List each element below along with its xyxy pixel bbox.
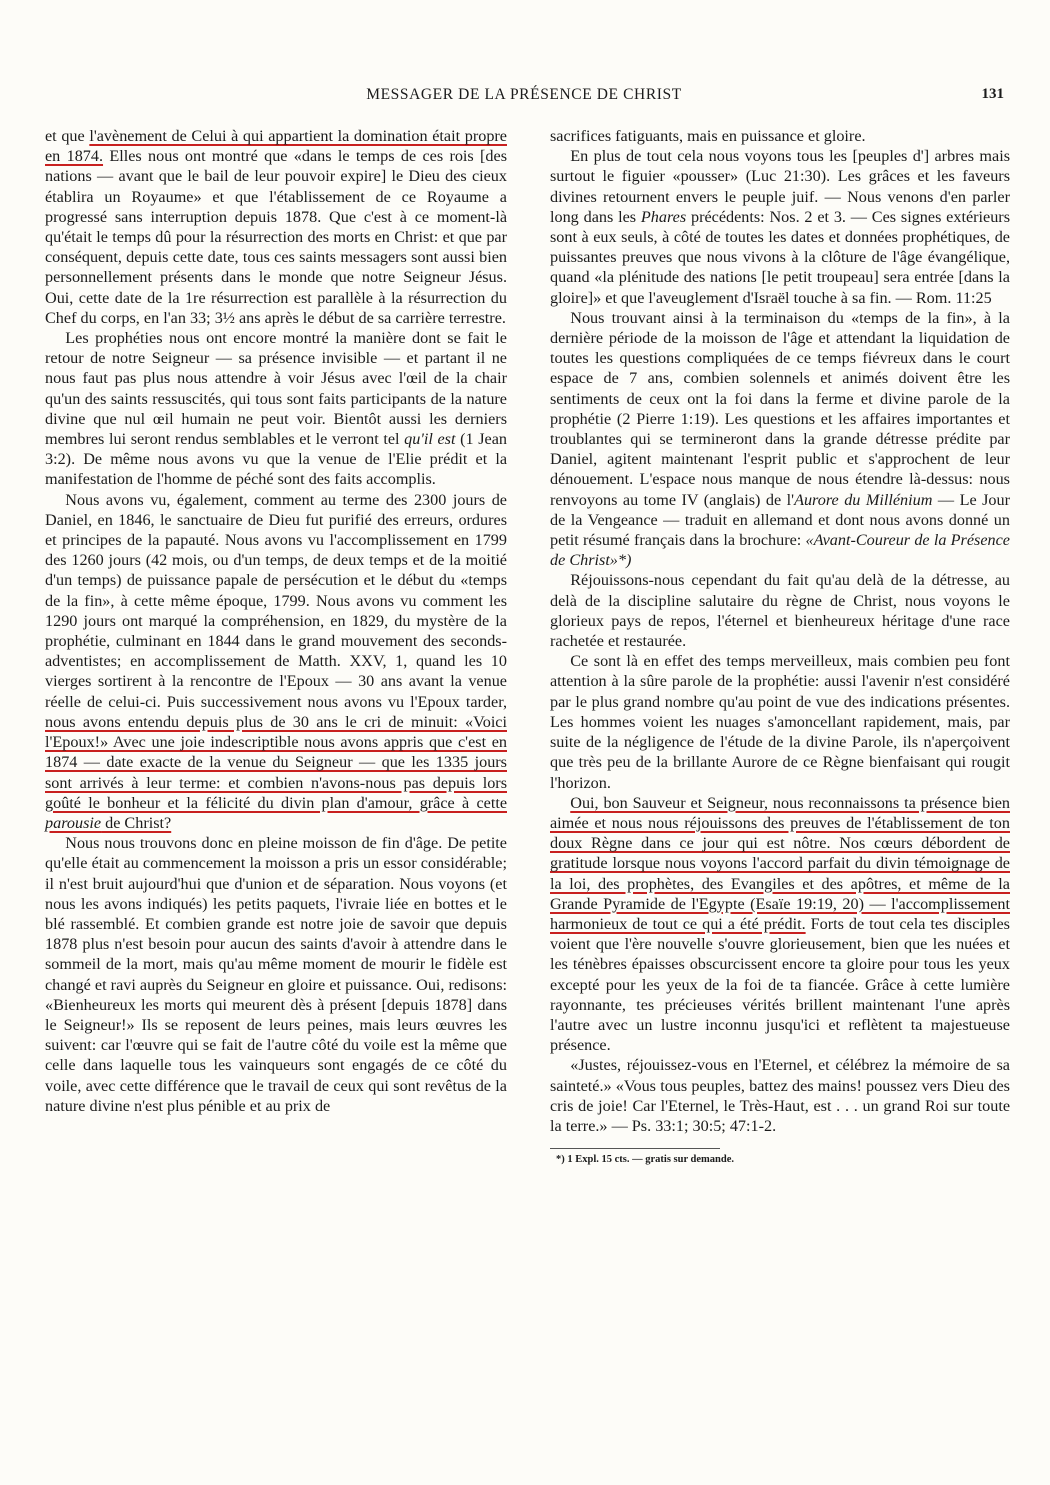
emphasis: qu'il est [404,430,456,449]
text-run: précédents: Nos. 2 et 3. — Ces signes extérieurs sont à eux seuls, à côté de toutes les dates et données prophétiques, de puissantes preuves que nous vivons à la clôture de l'âge évangélique, quand «la plénitude des nations [le petit troupeau] sera entrée [dans la gloire]» et que l'aveuglement d'Israël touche à sa fin. — Rom. 11:25 [550,207,1010,307]
paragraph [45,328,507,490]
text-run: Nous trouvant ainsi à la terminaison du «temps de la fin», à la dernière période de la moisson de l'âge et attendant la liquidation de toutes les questions compliquées de ce temps fiévreux dans le court espace de 7 ans, combien solennels et animés doivent être les sentiments de ceux ont la foi dans la ferme et divine parole de la prophétie (2 Pierre 1:19). Les questions et les affaires importantes et troublantes qui se termineront dans la grande détresse prédite par Daniel, agitent maintenant l'esprit public et s'approchent de leur dénouement. L'espace nous manque de nous étendre là-dessus: nous renvoyons au tome IV (anglais) de l' [550,308,1010,509]
highlighted-passage: l'avènement de Celui à qui appartient la domination était propre en 1874. [45,127,507,166]
text-run: et que [45,127,90,145]
paragraph: sacrifices fatiguants, mais en puissance et gloire. [550,127,866,145]
page-header [40,86,1008,110]
text-run: Nous avons vu, également, comment au terme des 2300 jours de Daniel, en 1846, le sanctuaire de Dieu fut purifié des erreurs, ordures et principes de la papauté. Nous avons vu l'accomplissement en 1799 des 1260 jours (42 mois, ou d'un temps, de deux temps et de la moitié d'un temps) de puissance papale de persécution et le début du «temps de la fin», à cette même époque, 1799. Nous avons vu comment les 1290 jours ont marqué la compréhension, en 1829, du mystère de la prophétie, culminant en 1844 dans le grand mouvement des seconds-adventistes; en accomplissement de Matth. XXV, 1, quand les 10 vierges sortirent à la rencontre de l'Epoux — 30 ans avant la venue réelle de celui-ci. Puis successivement nous avons vu l'Epoux tarder, [45,490,507,711]
emphasis: parousie [45,813,102,832]
text-run: de Christ? [101,813,172,832]
running-title: MESSAGER DE LA PRÉSENCE DE CHRIST [366,86,682,103]
footnote: *) 1 Expl. 15 cts. — gratis sur demande. [556,1154,735,1166]
paragraph [550,146,1010,308]
right-column [550,126,1010,1166]
page-number: 131 [981,86,1004,102]
paragraph: Ce sont là en effet des temps merveilleux, mais combien peu font attention à la sûre parole de la prophétie: aussi l'avenir n'est considéré par le plus grand nombre qu'au point de vue des indications présentes. Les hommes voient les nuages s'amoncellant rapidement, mais, par suite de la négligence de l'étude de la divine Parole, ils n'aperçoivent que très peu de la brillante Aurore de ce Règne bienfaisant qui rougit l'horizon. [550,652,1010,792]
highlighted-passage: Oui, bon Sauveur et Seigneur, nous reconnaissons ta présence bien aimée et nous nous réjouissons des preuves de l'établissement de ton doux Règne dans ce jour qui est nôtre. Nos cœurs débordent de gratitude lorsque nous voyons l'accord parfait du divin témoignage de la loi, des prophètes, des Evangiles et des apôtres, et même de la Grande Pyramide de l'Egypte (Esaïe 19:19, 20) — l'accomplissement harmonieux de tout ce qui a été prédit. [550,793,1010,933]
emphasis: Aurore du Millénium [794,490,933,509]
text-run: En plus de tout cela nous voyons tous les [peuples d'] arbres mais surtout le figuier «pousser» (Luc 21:30). Les grâces et les faveurs divines retournent envers le peuple juif. — Nous venons d'en parler long dans les [550,147,1010,226]
text-run: Forts de tout cela tes disciples voient que l'ère nouvelle s'ouvre glorieusement, bien que les nuées et les ténèbres épaisses obscurcissent encore ta gloire pour tous les yeux excepté pour les yeux de la foi de ta fiancée. Grâce à cette lumière rayonnante, tes précieuses vérités brillent maintenant l'une après l'autre avec un lustre inconnu jusqu'ici et reflètent ta majestueuse présence. [550,914,1010,1055]
emphasis: «Avant-Coureur de la Présence de Christ»*) [550,531,1010,570]
paragraph [45,490,507,833]
paragraph: «Justes, réjouissez-vous en l'Eternel, et célébrez la mémoire de sa sainteté.» «Vous tous peuples, battez des mains! poussez vers Dieu des cris de joie! Car l'Eternel, le Très-Haut, est . . . un grand Roi sur toute la terre.» — Ps. 33:1; 30:5; 47:1-2. [550,1056,1010,1135]
paragraph [550,308,1010,571]
emphasis: Phares [640,207,687,226]
paragraph [45,126,507,328]
text-run: Elles nous ont montré que «dans le temps de ces rois [des nations — avant que le bail de leur pouvoir expire] le Dieu des cieux établira un Royaume» et que l'établissement de ce Royaume a progressé sans interruption depuis 1878. Que c'est à ce moment-là qu'était le temps dû pour la résurrection des morts en Christ: et que par conséquent, depuis cette date, tous ces saints messagers sont aussi bien personnellement présents dans le monde que notre Seigneur Jésus. Oui, cette date de la 1re résurrection est parallèle à la résurrection du Chef du corps, en l'an 33; 3½ ans après le début de sa carrière terrestre. [45,147,508,327]
text-run: — Le Jour de la Vengeance — traduit en allemand et dont nous avons donné un petit résumé français dans la brochure: [550,490,1010,550]
paragraph: Nous nous trouvons donc en pleine moisson de fin d'âge. De petite qu'elle était au commencement la moisson a pris un essor considérable; il n'est bruit aujourd'hui que d'union et de séparation. Nous voyons (et nous les avons indiqués) les petits paquets, l'ivraie liée en bottes et le blé rassemblé. Et combien grande est notre joie de savoir que depuis 1878 plus n'est besoin pour aucun des saints d'avoir à attendre dans le sommeil de la mort, mais qu'au même moment de mourir le fidèle est changé et ravi auprès du Seigneur en gloire et puissance. Oui, redisons: «Bienheureux les morts qui meurent dès à présent [depuis 1878] dans le Seigneur!» Ils se reposent de leurs peines, mais leurs œuvres les suivent: car l'œuvre qui se fait de l'autre côté du voile est la même que celle dans laquelle tous les vainqueurs sont engagés de ce côté du voile, avec cette différence que le travail de ceux qui sont revêtus de la nature divine n'est plus pénible et au prix de [45,834,507,1115]
text-run: (1 Jean 3:2). De même nous avons vu que la venue de l'Elie prédit et la manifestation de l'homme de péché sont des faits accomplis. [45,430,507,489]
paragraph [550,793,1010,1056]
left-column [45,126,507,1116]
footnote-divider [550,1148,720,1149]
paragraph: Réjouissons-nous cependant du fait qu'au delà de la détresse, au delà de la discipline salutaire du règne de Christ, nous voyons le glorieux pays de repos, l'éternel et bienheureux héritage d'une race rachetée et restaurée. [550,571,1010,651]
highlighted-passage [45,713,507,832]
text-run: nous avons entendu depuis plus de 30 ans le cri de minuit: «Voici l'Epoux!» Avec une joie indescriptible nous avons appris que c'est en 1874 — date exacte de la venue du Seigneur — que les 1335 jours sont arrivés à leur terme: et combien n'avons-nous pas depuis lors goûté le bonheur et la félicité du divin plan d'amour, grâce à cette [45,712,507,812]
text-run: Les prophéties nous ont encore montré la manière dont se fait le retour de notre Seigneur — sa présence invisible — et partant il ne nous faut pas plus nous attendre à voir Jésus avec l'œil de la chair qu'un des saints ressuscités, qui tous sont faits participants de la nature divine que nul œil humain ne peut voir. Bientôt aussi les derniers membres lui seront rendus semblables et le verront tel [45,329,507,449]
